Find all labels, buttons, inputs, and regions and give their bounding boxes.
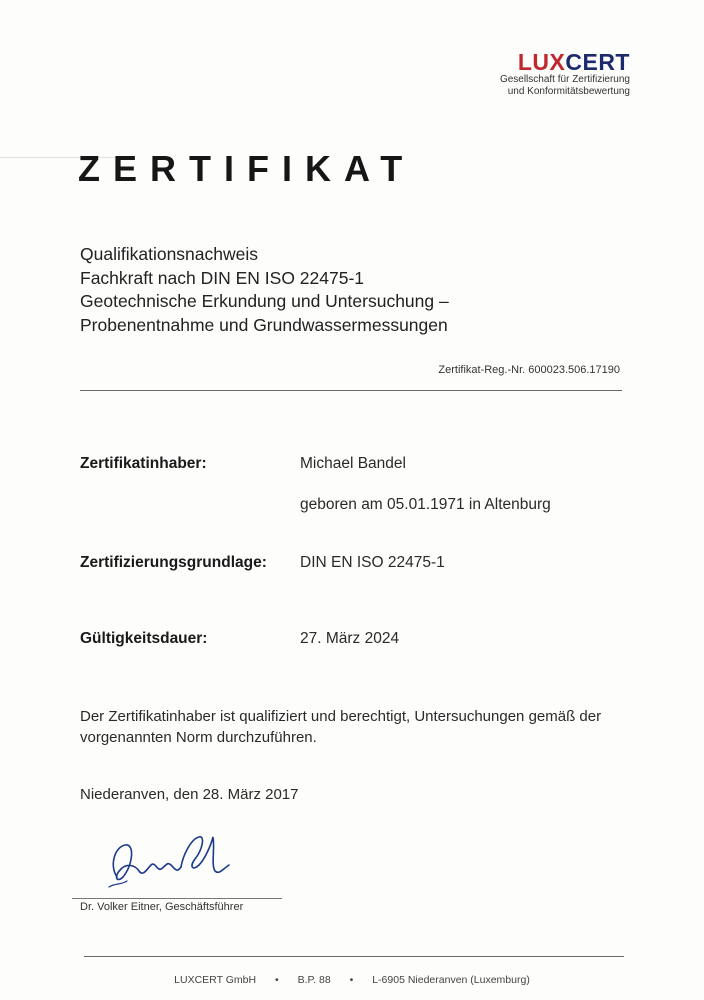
validity-value: 27. März 2024 — [300, 630, 400, 647]
holder-birth: geboren am 05.01.1971 in Altenburg — [300, 496, 551, 513]
qualification-line-1: Qualifikationsnachweis — [80, 244, 259, 264]
holder-name: Michael Bandel — [300, 455, 406, 472]
basis-value: DIN EN ISO 22475-1 — [300, 554, 445, 571]
footer-address: L-6905 Niederanven (Luxemburg) — [372, 974, 530, 986]
logo-cert: CERT — [565, 49, 630, 75]
signer-name: Dr. Volker Eitner, Geschäftsführer — [80, 901, 244, 913]
logo-wordmark — [455, 50, 630, 74]
registration-number: Zertifikat-Reg.-Nr. 600023.506.17190 — [438, 364, 620, 376]
footer — [0, 974, 704, 986]
signature-line — [72, 898, 282, 899]
footer-company: LUXCERT GmbH — [174, 974, 257, 986]
qualification-line-3: Geotechnische Erkundung und Untersuchung – — [80, 291, 449, 311]
qualification-statement: Der Zertifikatinhaber ist qualifiziert und berechtigt, Untersuchungen gemäß der vorgenannten Norm durchzuführen. — [80, 708, 602, 746]
divider-footer — [84, 956, 624, 957]
signature-image — [95, 825, 245, 895]
basis-label: Zertifizierungsgrundlage: — [80, 554, 267, 571]
logo-tagline-1: Gesellschaft für Zertifizierung — [499, 74, 630, 85]
luxcert-logo — [455, 50, 630, 98]
certificate-title: ZERTIFIKAT — [78, 148, 416, 189]
place-and-date: Niederanven, den 28. März 2017 — [80, 786, 299, 803]
footer-separator: • — [274, 974, 279, 986]
logo-lux: LUX — [517, 49, 566, 75]
holder-label: Zertifikatinhaber: — [80, 455, 207, 472]
footer-separator: • — [349, 974, 354, 986]
logo-tagline-2: und Konformitätsbewertung — [507, 86, 630, 97]
qualification-block — [80, 243, 449, 337]
divider-top — [80, 390, 622, 391]
qualification-line-2: Fachkraft nach DIN EN ISO 22475-1 — [80, 267, 365, 288]
footer-po-box: B.P. 88 — [297, 974, 331, 986]
qualification-line-4: Probenentnahme und Grundwassermessungen — [80, 314, 448, 335]
validity-label: Gültigkeitsdauer: — [80, 630, 208, 647]
